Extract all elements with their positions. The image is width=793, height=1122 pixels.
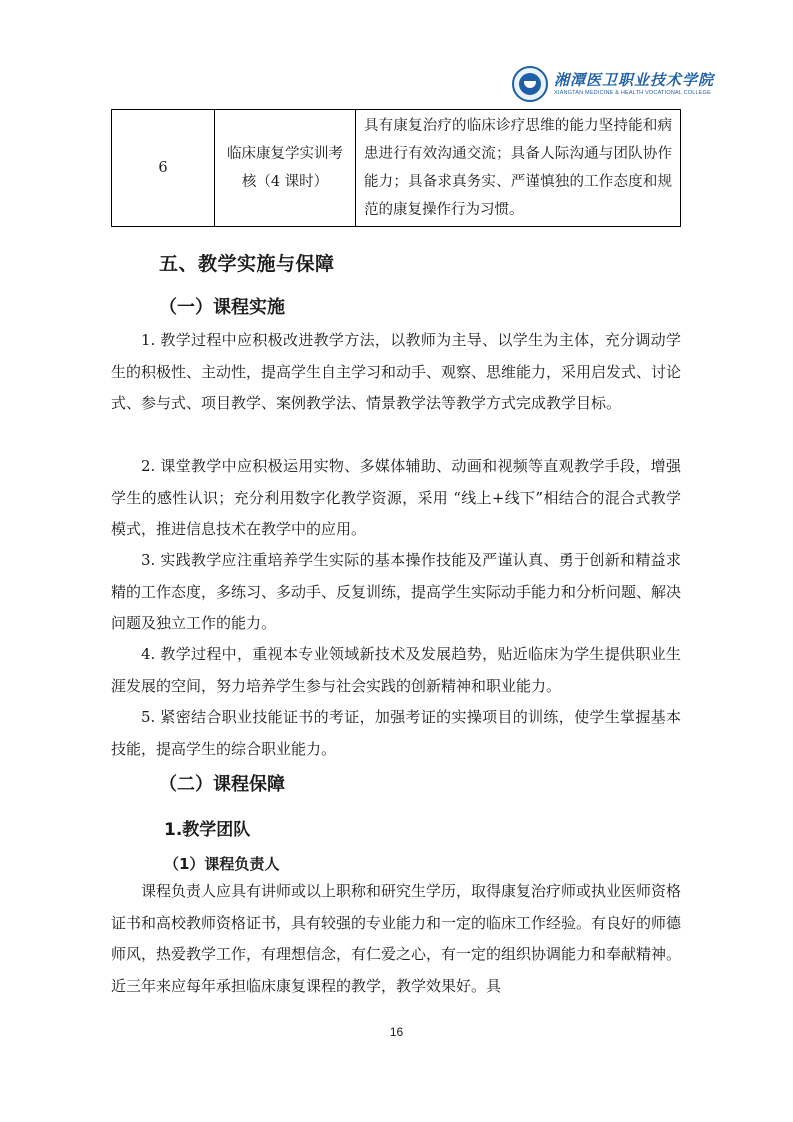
table-cell-module-name: 临床康复学实训考核（4 课时） <box>215 110 356 227</box>
paragraph-1: 1. 教学过程中应积极改进教学方法，以教师为主导、以学生为主体，充分调动学生的积极性、主动性，提高学生自主学习和动手、观察、思维能力，采用启发式、讨论式、参与式、项目教学、案例教学法、情景教学法等教学方式完成教学目标。 <box>111 331 682 412</box>
college-emblem-icon <box>512 66 548 102</box>
table-row <box>112 110 681 227</box>
college-logo <box>512 66 714 102</box>
paragraph-4: 4. 教学过程中，重视本专业领域新技术及发展趋势，贴近临床为学生提供职业生涯发展的空间，努力培养学生参与社会实践的创新精神和职业能力。 <box>111 645 681 695</box>
course-content-table <box>111 109 681 227</box>
leader-paragraph: 课程负责人应具有讲师或以上职称和研究生学历，取得康复治疗师或执业医师资格证书和高校教师资格证书，具有较强的专业能力和一定的临床工作经验。有良好的师德师风，热爱教学工作，有理想信念，有仁爱之心，有一定的组织协调能力和奉献精神。近三年来应每年承担临床康复课程的教学，教学效果好。具 <box>111 882 682 995</box>
paragraph-2: 2. 课堂教学中应积极运用实物、多媒体辅助、动画和视频等直观教学手段，增强学生的感性认识；充分利用数字化教学资源，采用 “线上+线下”相结合的混合式教学模式，推进信息技术在教学中的应用。 <box>111 457 681 538</box>
paragraph-3: 3. 实践教学应注重培养学生实际的基本操作技能及严谨认真、勇于创新和精益求精的工作态度，多练习、多动手、反复训练，提高学生实际动手能力和分析问题、解决问题及独立工作的能力。 <box>111 551 682 632</box>
table-cell-description: 具有康复治疗的临床诊疗思维的能力坚持能和病患进行有效沟通交流；具备人际沟通与团队协作能力；具备求真务实、严谨慎独的工作态度和规范的康复操作行为习惯。 <box>356 110 681 227</box>
section-heading-5: 五、教学实施与保障 <box>159 253 335 275</box>
college-name-cn: 湘潭医卫职业技术学院 <box>554 71 715 89</box>
college-name-en: XIANGTAN MEDICINE & HEALTH VOCATIONAL COLLEGE <box>554 90 712 96</box>
team-heading: 1.教学团队 <box>164 820 251 840</box>
subsection-heading-guarantee: （二）课程保障 <box>159 774 285 795</box>
subsection-heading-implementation: （一）课程实施 <box>159 297 285 318</box>
leader-heading: （1）课程负责人 <box>164 855 280 873</box>
page-number: 16 <box>389 1025 404 1039</box>
paragraph-5: 5. 紧密结合职业技能证书的考证，加强考证的实操项目的训练，使学生掌握基本技能，提高学生的综合职业能力。 <box>111 708 681 758</box>
table-cell-number: 6 <box>112 110 215 227</box>
